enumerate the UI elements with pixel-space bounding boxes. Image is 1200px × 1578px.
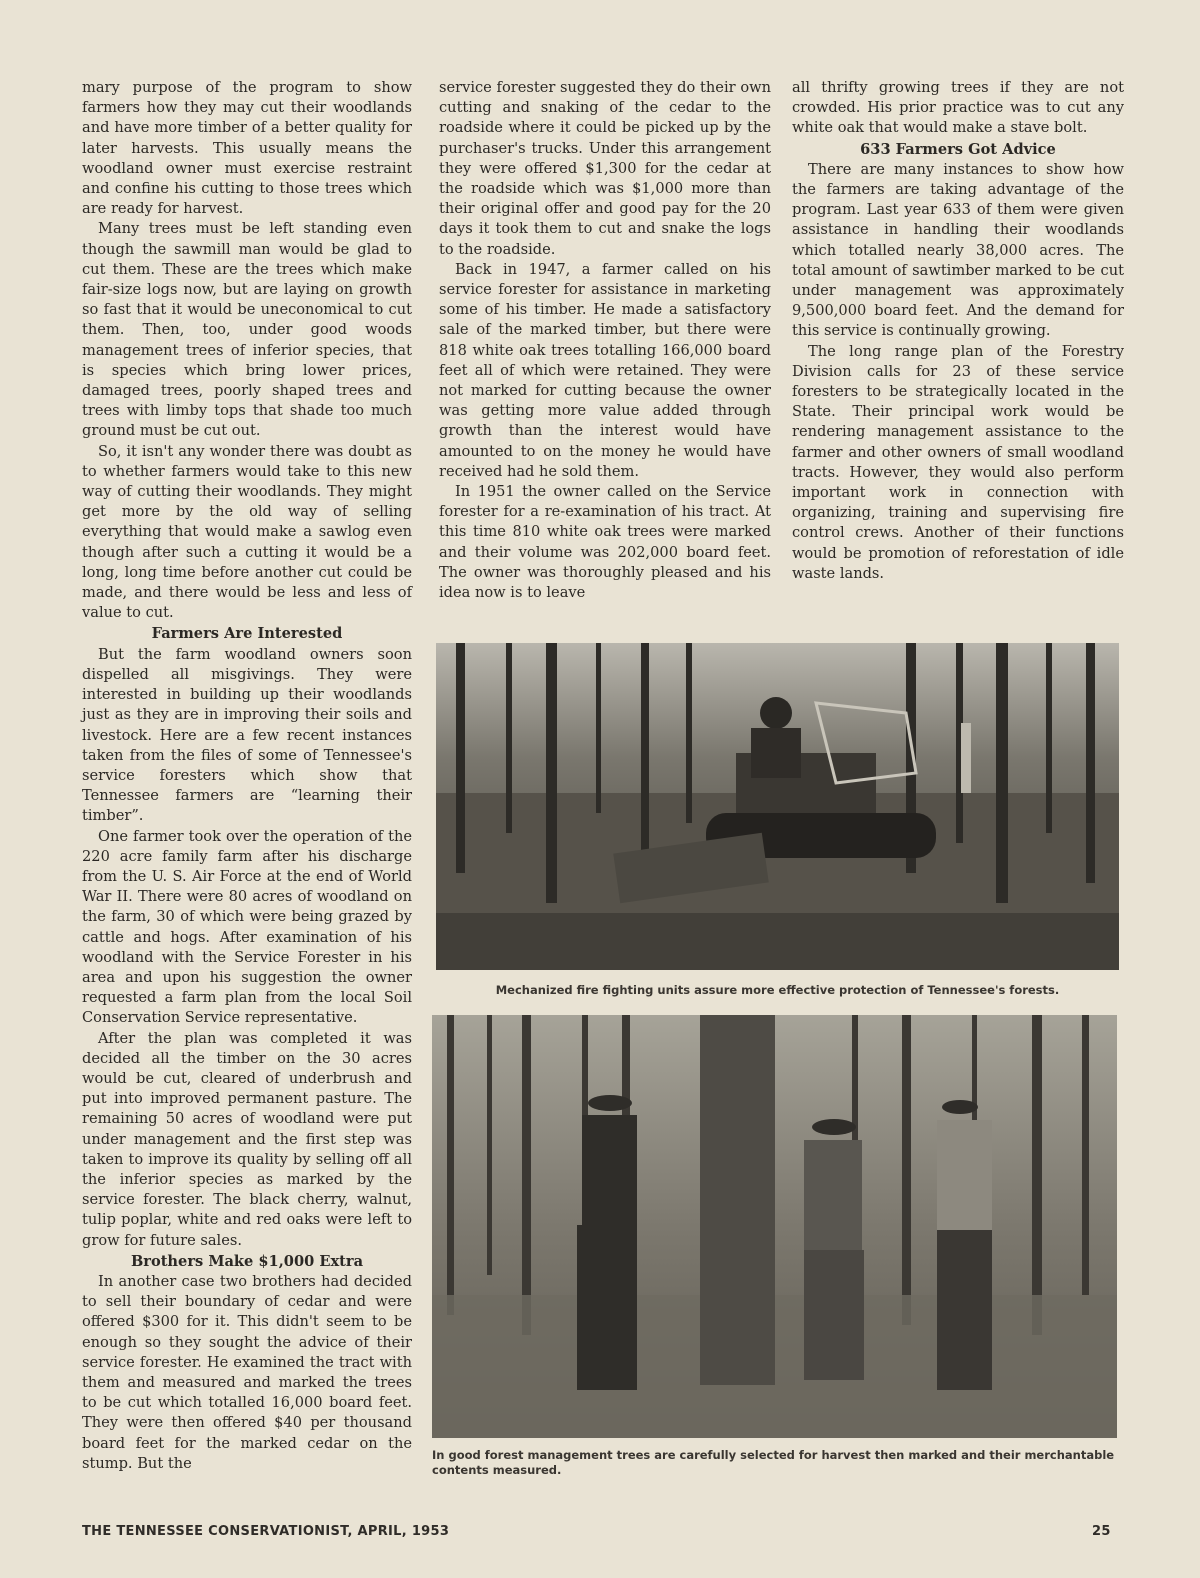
paragraph: Many trees must be left standing even though the sawmill man would be glad to cut them. These are the trees which make fair-size logs now, but are laying on growth so fast that it would be uneconomical to cut them. Then, too, under good woods management trees of inferior species, that is species which bring lower prices, damaged trees, poorly shaped trees and trees with limby tops that shade too much ground must be cut out. bbox=[82, 220, 412, 440]
paragraph: In 1951 the owner called on the Service forester for a re-examination of his tract. At this time 810 white oak trees were marked and their volume was 202,000 board feet. The owner was thoroughly pleased and his idea now is to leave bbox=[439, 483, 771, 602]
article-column-2 bbox=[439, 78, 771, 603]
article-column-1 bbox=[82, 78, 412, 1474]
paragraph: After the plan was completed it was decided all the timber on the 30 acres would be cut, cleared of underbrush and put into improved permanent pasture. The remaining 50 acres of woodland were put under management and the first step was taken to improve its quality by selling off all the inferior species as marked by the service forester. The black cherry, walnut, tulip poplar, white and red oaks were left to grow for future sales. bbox=[82, 1029, 412, 1249]
publication-footer: THE TENNESSEE CONSERVATIONIST, APRIL, 1953 bbox=[82, 1524, 450, 1539]
photo-caption: Mechanized fire fighting units assure more effective protection of Tennessee's forests. bbox=[495, 983, 1060, 997]
paragraph: But the farm woodland owners soon dispelled all misgivings. They were interested in building up their woodlands just as they are in improving their soils and livestock. Here are a few recent instances taken from the files of some of Tennessee's service foresters which show that Tennessee farmers are “learning their timber”. bbox=[82, 645, 412, 825]
paragraph: service forester suggested they do their own cutting and snaking of the cedar to the roadside where it could be picked up by the purchaser's trucks. Under this arrangement they were offered $1,300 for the cedar at the roadside which was $1,000 more than their original offer and good pay for the 20 days it took them to cut and snake the logs to the roadside. bbox=[439, 79, 771, 258]
section-heading: 633 Farmers Got Advice bbox=[860, 140, 1056, 158]
paragraph: The long range plan of the Forestry Division calls for 23 of these service foresters to be strategically located in the State. Their principal work would be rendering management assistance to the farmer and other owners of small woodland tracts. However, they would also perform important work in connection with organizing, training and supervising fire control crews. Another of their functions would be promotion of reforestation of idle waste lands. bbox=[792, 342, 1124, 582]
photo-caption: In good forest management trees are carefully selected for harvest then marked and their merchantable contents measured. bbox=[432, 1448, 1115, 1477]
section-heading: Brothers Make $1,000 Extra bbox=[130, 1252, 364, 1270]
paragraph: Back in 1947, a farmer called on his service forester for assistance in marketing some of his timber. He made a satisfactory sale of the marked timber, but there were 818 white oak trees totalling 166,000 board feet all of which were retained. They were not marked for cutting because the owner was getting more value added through growth than the interest would have amounted to on the money he would have received had he sold them. bbox=[439, 260, 771, 480]
foresters-photo bbox=[432, 1015, 1117, 1438]
paragraph: There are many instances to show how the farmers are taking advantage of the program. Last year 633 of them were given assistance in handling their woodlands which totalled nearly 38,000 acres. The total amount of sawtimber marked to be cut under management was approximately 9,500,000 board feet. And the demand for this service is continually growing. bbox=[792, 160, 1124, 340]
page-number: 25 bbox=[1092, 1524, 1111, 1539]
paragraph: In another case two brothers had decided to sell their boundary of cedar and were offered $300 for it. This didn't seem to be enough so they sought the advice of their service forester. He examined the tract with them and measured and marked the trees to be cut which totalled 16,000 board feet. They were then offered $40 per thousand board feet for the marked cedar on the stump. But the bbox=[82, 1272, 412, 1472]
paragraph: mary purpose of the program to show farmers how they may cut their woodlands and have more timber of a better quality for later harvests. This usually means the woodland owner must exercise restraint and confine his cutting to those trees which are ready for harvest. bbox=[82, 79, 412, 218]
article-column-3 bbox=[792, 78, 1124, 584]
tractor-photo bbox=[436, 643, 1119, 970]
paragraph: One farmer took over the operation of the 220 acre family farm after his discharge from the U. S. Air Force at the end of World War II. There were 80 acres of woodland on the farm, 30 of which were being grazed by cattle and hogs. After examination of his woodland with the Service Forester in his area and upon his suggestion the owner requested a farm plan from the local Soil Conservation Service representative. bbox=[82, 827, 412, 1027]
paragraph: So, it isn't any wonder there was doubt as to whether farmers would take to this new way of cutting their woodlands. They might get more by the old way of selling everything that would make a sawlog even though after such a cutting it would be a long, long time before another cut could be made, and there would be less and less of value to cut. bbox=[82, 442, 412, 622]
paragraph: all thrifty growing trees if they are not crowded. His prior practice was to cut any white oak that would make a stave bolt. bbox=[792, 79, 1124, 137]
section-heading: Farmers Are Interested bbox=[151, 625, 343, 643]
